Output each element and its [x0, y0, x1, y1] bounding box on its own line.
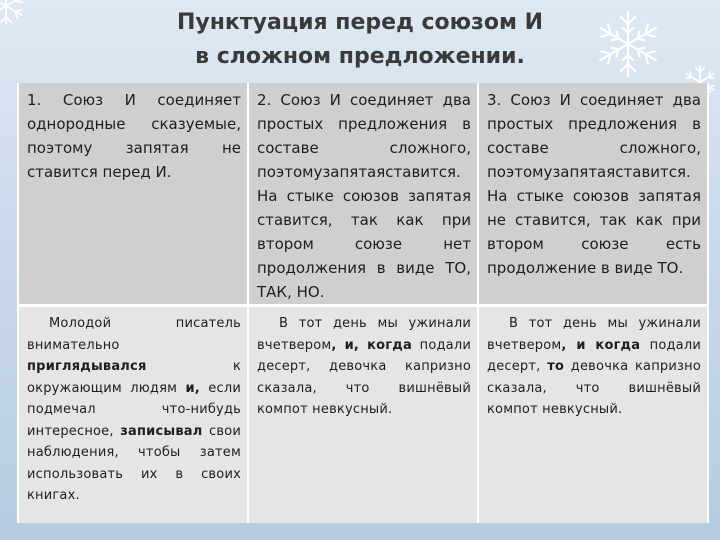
examples-row: [18, 306, 708, 524]
example-text: В тот день мы ужинали вчетвером: [487, 316, 701, 353]
example-highlight: , и когда: [561, 337, 641, 353]
rule-cell-1: 1. Союз И соединяет однородные сказуемые, поэтому запятая не ставится перед И.: [18, 83, 248, 306]
example-cell-3: [478, 306, 708, 524]
title-line-2: в сложном предложении.: [195, 44, 525, 69]
example-text: подали десерт, девочка капризно сказала, что вишнёвый компот невкусный.: [257, 337, 471, 417]
example-text: В тот день мы ужинали вчетвером: [257, 316, 471, 353]
title-line-1: Пунктуация перед союзом И: [176, 10, 544, 35]
punctuation-table: [17, 83, 709, 523]
rule-cell-2: 2. Союз И соединяет два простых предложения в составе сложного, поэтомузапятаяставится. На стыке союзов запятая ставится, так как при втором союзе нет продолжения в виде ТО, ТАК, НО.: [248, 83, 478, 306]
example-highlight: приглядывался: [27, 359, 147, 374]
snowflake-icon: [0, 0, 26, 26]
example-highlight: то: [547, 359, 565, 374]
example-highlight: записывал: [120, 423, 203, 439]
example-text: к окружающим людям: [27, 359, 241, 396]
rule-cell-3: 3. Союз И соединяет два простых предложения в составе сложного, поэтомузапятаяставится. На стыке союзов запятая не ставится, так как при втором союзе есть продолжение в виде ТО.: [478, 83, 708, 306]
example-text: подали десерт,: [487, 337, 701, 374]
example-text: девочка капризно сказала, что вишнёвый компот невкусный.: [487, 359, 701, 417]
rules-row: [18, 83, 708, 306]
example-text: Молодой писатель внимательно: [27, 316, 241, 353]
example-highlight: , и, когда: [331, 337, 412, 353]
example-cell-2: [248, 306, 478, 524]
example-text: свои наблюдения, чтобы затем использовать их в своих книгах.: [27, 423, 241, 503]
page-title: [90, 6, 630, 74]
example-highlight: и,: [185, 380, 200, 396]
example-cell-1: [18, 306, 248, 524]
example-text: если подмечал что-нибудь интересное,: [27, 380, 241, 439]
